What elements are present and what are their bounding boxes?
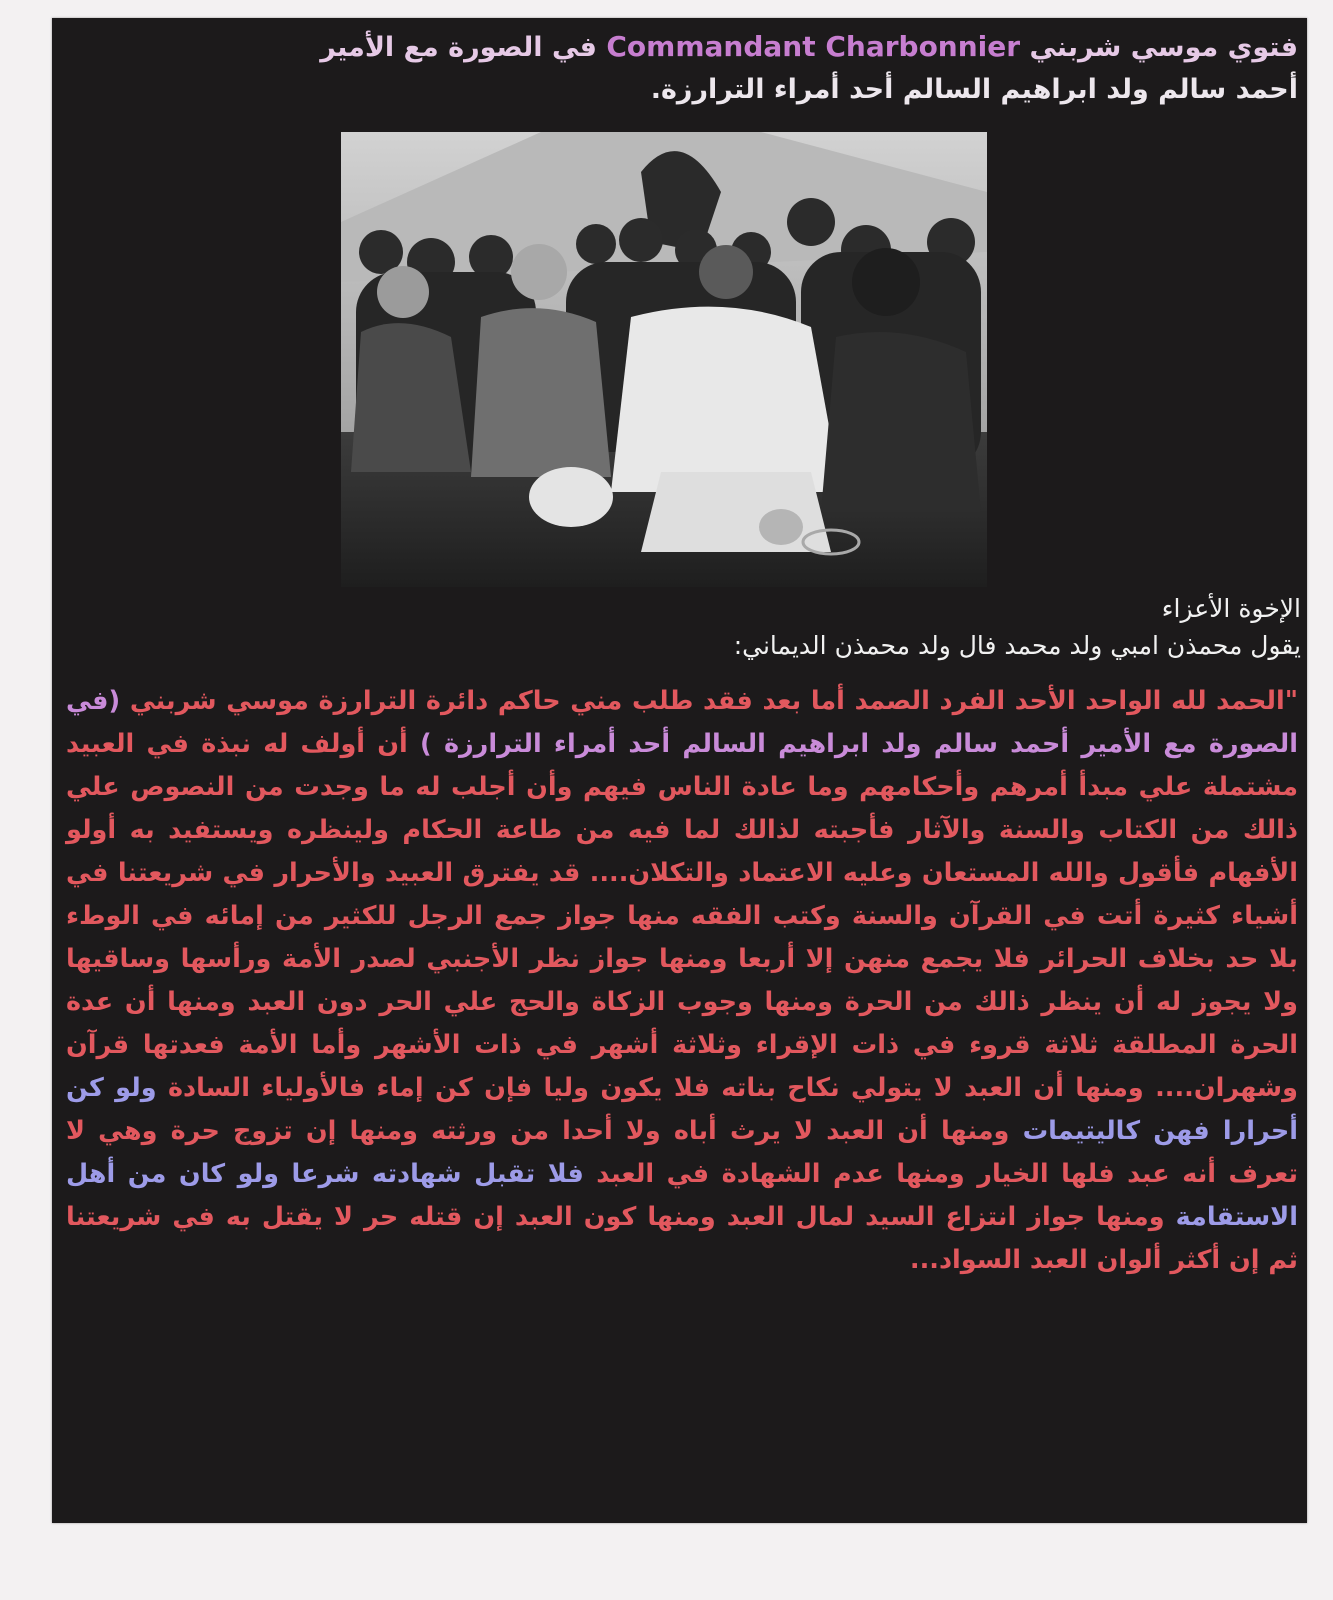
fatwa-part-1: "الحمد لله الواحد الأحد الفرد الصمد أما بعد فقد طلب مني حاكم دائرة الترارزة موسي شربني [129, 686, 1298, 716]
letter-heading [71, 590, 1301, 664]
caption-prefix: فتوي موسي شربني [1029, 32, 1298, 63]
fatwa-part-4: ومنها جواز انتزاع السيد لمال العبد ومنها كون العبد إن قتله حر لا يقتل به في شريعتنا ثم إن أكثر ألوان العبد السواد... [66, 1202, 1298, 1275]
fatwa-part-2: أن أولف له نبذة في العبيد مشتملة علي مبدأ أمرهم وأحكامهم وما عادة الناس فيهم وأن أجلب له ما وجدت من النصوص علي ذالك من الكتاب والسنة والآثار فأجبته لذالك لما فيه من طاعة الحكام ولينظره ويستفيد به أولو الأفهام فأقول والله المستعان وعليه الاعتماد والتكلان.... قد يفترق العبيد والأحرار في شريعتنا في أشياء كثيرة أتت في القرآن والسنة وكتب الفقه منها جواز جمع الرجل للكثير من إمائه في الوطء بلا حد بخلاف الحرائر فلا يجمع منهن إلا أربعا ومنها جواز نظر الأجنبي لصدر الأمة ورأسها وساقيها ولا يجوز له أن ينظر ذالك من الحرة ومنها وجوب الزكاة والحج علي الحر دون العبد ومنها أن عدة الحرة المطلقة ثلاثة قروء في ذات الإقراء وثلاثة أشهر في ذات الأشهر وأما الأمة فعدتها قرآن وشهران.... ومنها أن العبد لا يتولي نكاح بناته فلا يكون وليا فإن كن إماء فالأولياء السادة [66, 729, 1298, 1103]
caption-suffix: في الصورة مع الأمير [320, 32, 597, 63]
fatwa-highlight-3: فلا تقبل شهادته شرعا ولو كان من أهل الاستقامة [66, 1159, 1298, 1232]
photo-caption [66, 26, 1298, 111]
fatwa-part-3: ومنها أن العبد لا يرث أباه ولا أحدا من ورثته ومنها إن تزوج حرة وهي لا تعرف أنه عبد فلها الخيار ومنها عدم الشهادة في العبد [66, 1116, 1298, 1189]
caption-line-2: أحمد سالم ولد ابراهيم السالم أحد أمراء الترارزة. [650, 74, 1298, 105]
fatwa-highlight-1: (في الصورة مع الأمير أحمد سالم ولد ابراهيم السالم أحد أمراء الترارزة ) [66, 686, 1298, 759]
historical-photograph [341, 132, 987, 587]
greeting-line: الإخوة الأعزاء [1161, 594, 1301, 623]
caption-line-1 [66, 26, 1298, 69]
caption-name: Commandant Charbonnier [606, 30, 1021, 63]
fatwa-highlight-2: ولو كن أحرارا فهن كاليتيمات [66, 1073, 1298, 1146]
photo-illustration [341, 132, 987, 587]
fatwa-body [66, 680, 1298, 1282]
intro-line: يقول محمذن امبي ولد محمد فال ولد محمذن الديماني: [733, 631, 1301, 660]
